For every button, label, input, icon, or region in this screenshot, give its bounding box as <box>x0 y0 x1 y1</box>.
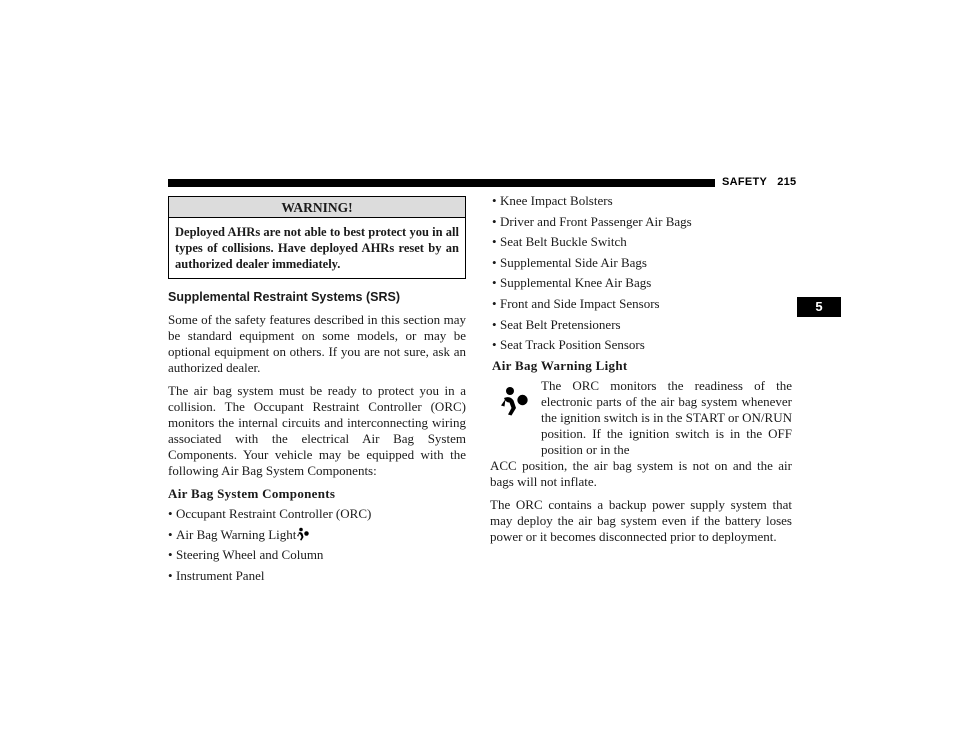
warning-light-paragraph-indented: The ORC monitors the readiness of the electronic parts of the air bag system whenever the ignition switch is in the START or ON/RUN position. If the ignition switch is in the OFF position or in the <box>541 377 792 457</box>
left-column <box>168 196 466 588</box>
header-rule <box>168 179 715 187</box>
components-heading: Air Bag System Components <box>168 486 336 501</box>
list-item: • Supplemental Side Air Bags <box>492 255 792 271</box>
list-item: • Supplemental Knee Air Bags <box>492 275 792 291</box>
list-item: • Knee Impact Bolsters <box>492 193 792 209</box>
list-item: • Air Bag Warning Light <box>168 527 466 543</box>
srs-paragraph-2: The air bag system must be ready to protect you in a collision. The Occupant Restraint Controller (ORC) monitors the internal circuits and interconnecting wiring associated with the electrical Air Bag System Components. Your vehicle may be equipped with the following Air Bag System Components: <box>168 383 466 478</box>
list-item: • Driver and Front Passenger Air Bags <box>492 214 792 230</box>
warning-body: Deployed AHRs are not able to best protect you in all types of collisions. Have deployed AHRs reset by an authorized dealer immediately. <box>175 225 459 271</box>
warning-light-section <box>492 358 792 545</box>
components-list-left <box>168 506 466 584</box>
warning-light-heading: Air Bag Warning Light <box>492 357 628 373</box>
chapter-tab: 5 <box>797 297 841 317</box>
airbag-warning-icon <box>501 386 529 416</box>
srs-heading: Supplemental Restraint Systems (SRS) <box>168 290 401 304</box>
list-item: • Front and Side Impact Sensors <box>492 296 792 312</box>
page-number: 215 <box>777 176 797 188</box>
list-item: • Steering Wheel and Column <box>168 547 466 563</box>
warning-title: WARNING! <box>169 197 465 218</box>
list-item: • Seat Track Position Sensors <box>492 337 792 353</box>
warning-light-paragraph-continued: ACC position, the air bag system is not on and the air bags will not inflate. <box>490 457 792 489</box>
list-item: • Seat Belt Buckle Switch <box>492 234 792 250</box>
list-item: • Instrument Panel <box>168 568 466 584</box>
warning-light-paragraph-2: The ORC contains a backup power supply system that may deploy the air bag system even if the battery loses power or it becomes disconnected prior to deployment. <box>490 496 792 544</box>
airbag-warning-icon <box>297 527 309 541</box>
right-column <box>492 193 792 552</box>
header-section: SAFETY <box>722 176 768 188</box>
srs-paragraph-1: Some of the safety features described in this section may be standard equipment on some models, or may be optional equipment on others. If you are not sure, ask an authorized dealer. <box>168 312 466 375</box>
components-list-right <box>492 193 792 353</box>
running-header <box>722 176 796 188</box>
list-item: • Occupant Restraint Controller (ORC) <box>168 506 466 522</box>
warning-box <box>168 196 466 279</box>
list-item: • Seat Belt Pretensioners <box>492 317 792 333</box>
